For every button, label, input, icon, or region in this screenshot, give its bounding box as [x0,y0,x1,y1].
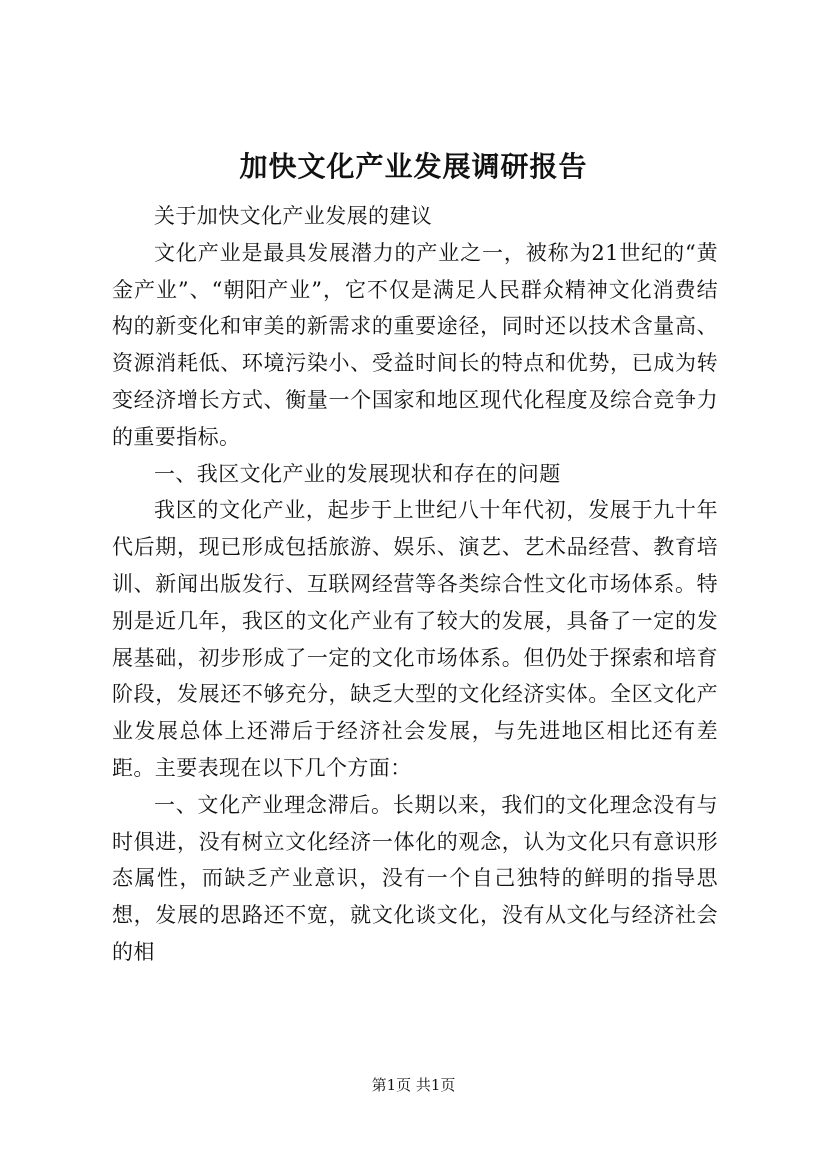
paragraph-introduction: 文化产业是最具发展潜力的产业之一，被称为21世纪的“黄金产业”、“朝阳产业”，它不仅是满足人民群众精神文化消费结构的新变化和审美的新需求的重要途径，同时还以技术含量高、资源消耗低、环境污染小、受益时间长的特点和优势，已成为转变经济增长方式、衡量一个国家和地区现代化程度及综合竞争力的重要指标。 [112,240,718,449]
paragraph-current-status: 我区的文化产业，起步于上世纪八十年代初，发展于九十年代后期，现已形成包括旅游、娱乐、演艺、艺术品经营、教育培训、新闻出版发行、互联网经营等各类综合性文化市场体系。特别是近几年，我区的文化产业有了较大的发展，具备了一定的发展基础，初步形成了一定的文化市场体系。但仍处于探索和培育阶段，发展还不够充分，缺乏大型的文化经济实体。全区文化产业发展总体上还滞后于经济社会发展，与先进地区相比还有差距。主要表现在以下几个方面： [112,498,718,780]
paragraph-point-one: 一、文化产业理念滞后。长期以来，我们的文化理念没有与时俱进，没有树立文化经济一体化的观念，认为文化只有意识形态属性，而缺乏产业意识，没有一个自己独特的鲜明的指导思想，发展的思路还不宽，就文化谈文化，没有从文化与经济社会的相 [112,792,718,964]
paragraph-section-heading: 一、我区文化产业的发展现状和存在的问题 [154,461,561,486]
paragraph-proposal-heading: 关于加快文化产业发展的建议 [154,204,433,228]
document-title: 加快文化产业发展调研报告 [239,150,588,183]
document-body [112,198,718,971]
page-footer: 第1页 共1页 [371,1076,456,1094]
